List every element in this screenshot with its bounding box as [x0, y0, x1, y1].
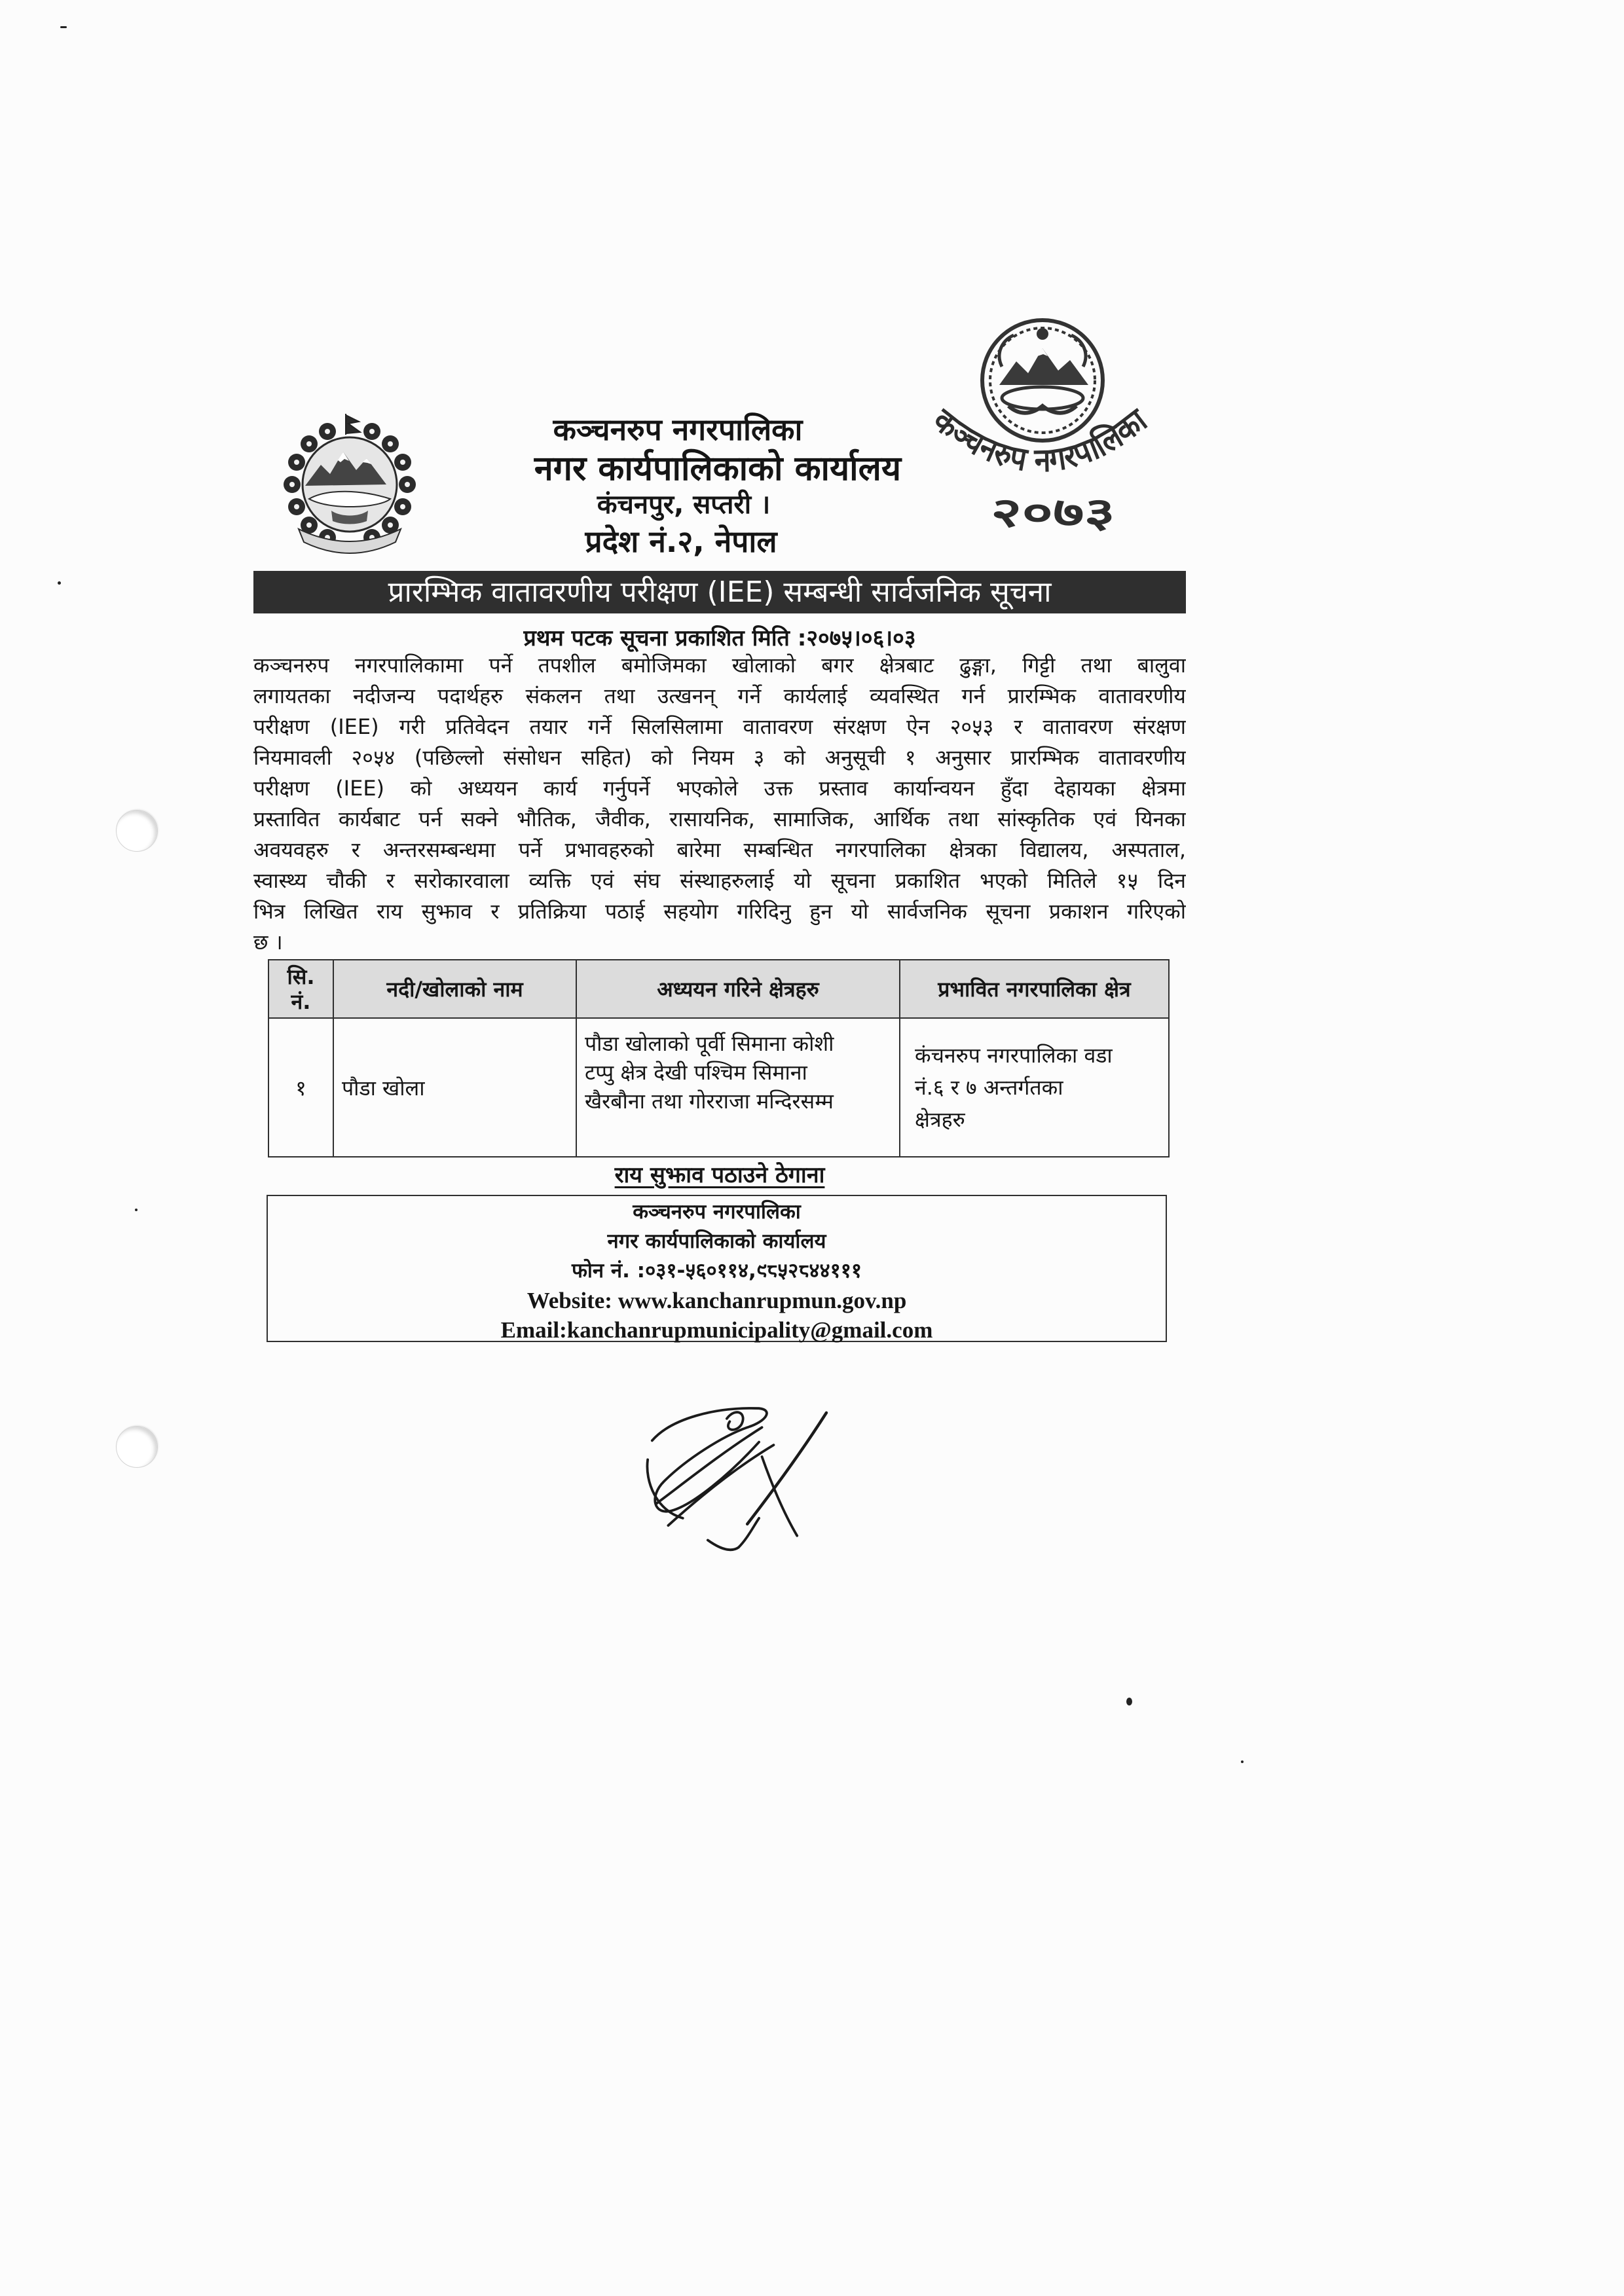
contact-email: Email:kanchanrupmunicipality@gmail.com [500, 1317, 933, 1343]
study-area-line: पौडा खोलाको पूर्वी सिमाना कोशी [585, 1031, 834, 1056]
cell-serial-number [268, 1018, 333, 1157]
notice-title-banner: प्रारम्भिक वातावरणीय परीक्षण (IEE) सम्बन्धी सार्वजनिक सूचना [253, 571, 1186, 613]
cell-study-areas [576, 1018, 900, 1157]
study-area-line: टप्पु क्षेत्र देखी पश्चिम सिमाना [585, 1060, 807, 1085]
river-table [268, 959, 1170, 1157]
table-header-row [268, 960, 1169, 1018]
paragraph-line: प्रस्तावित कार्यबाट पर्न सक्ने भौतिक, जैवीक, रासायनिक, सामाजिक, आर्थिक तथा सांस्कृतिक एवं यिनका [253, 807, 1186, 831]
header-study-areas [576, 960, 900, 1018]
header-serial-number [268, 960, 333, 1018]
paragraph-line: भित्र लिखित राय सुझाव र प्रतिक्रिया पठाई सहयोग गरिदिनु हुन यो सार्वजनिक सूचना प्रकाशन गरिएको [253, 899, 1186, 924]
paragraph-line: कञ्चनरुप नगरपालिकामा पर्ने तपशील बमोजिमका खोलाको बगर क्षेत्रबाट ढुङ्गा, गिट्टी तथा बालुवा [253, 653, 1186, 678]
stamp-text: कञ्चनरुप नगरपालिका [925, 399, 1157, 480]
study-area-line: खैरबौना तथा गोरराजा मन्दिरसम्म [585, 1089, 834, 1114]
affected-area-line: नं.६ र ७ अन्तर्गतका [915, 1074, 1063, 1100]
contact-website: Website: www.kanchanrupmun.gov.np [526, 1288, 907, 1313]
scan-speck [60, 26, 67, 28]
paragraph-line: नियमावली २०५४ (पछिल्लो संसोधन सहित) को नियम ३ को अनुसूची १ अनुसार प्रारम्भिक वातावरणीय [253, 745, 1186, 770]
header-serial-line: नं. [291, 989, 311, 1014]
contact-box [267, 1195, 1167, 1342]
contact-office: नगर कार्यपालिकाको कार्यालय [607, 1230, 826, 1253]
scan-speck [58, 581, 61, 585]
table-row [268, 1018, 1169, 1157]
header-address: कंचनपुर, सप्तरी । [597, 490, 771, 520]
paragraph-line: स्वास्थ्य चौकी र सरोकारवाला व्यक्ति एवं संघ संस्थाहरुलाई यो सूचना प्रकाशित भएको मितिले १५ दिन [253, 868, 1186, 893]
affected-area-line: क्षेत्रहरु [915, 1106, 965, 1132]
header-river-label: नदी/खोलाको नाम [386, 976, 523, 1002]
punch-hole [116, 1426, 158, 1468]
paragraph-line: परीक्षण (IEE) गरी प्रतिवेदन तयार गर्ने सिलसिलामा वातावरण संरक्षण ऐन २०५३ र वातावरण संरक्षण [253, 714, 1186, 739]
scan-speck [135, 1209, 138, 1211]
published-date: प्रथम पटक सूचना प्रकाशित मिति :२०७५।०६।०३ [523, 625, 916, 651]
header-serial-line: सि. [287, 964, 315, 989]
serial-number: १ [295, 1075, 306, 1101]
affected-area-line: कंचनरुप नगरपालिका वडा [915, 1042, 1113, 1068]
contact-phone: फोन नं. :०३१-५६०११४,९८५२८४४१११ [571, 1259, 862, 1283]
header-affected-areas [900, 960, 1169, 1018]
cell-affected-areas [900, 1018, 1169, 1157]
paragraph-line: अवयवहरु र अन्तरसम्बन्धमा पर्ने प्रभावहरुको बारेमा सम्बन्धित नगरपालिका क्षेत्रका विद्यालय, अस्पताल, [253, 837, 1186, 862]
header-province: प्रदेश नं.२, नेपाल [585, 524, 777, 559]
signature [642, 1401, 838, 1562]
stamp-year: २०७३ [991, 488, 1115, 536]
notice-paragraph [253, 650, 1186, 958]
river-name: पौडा खोला [342, 1075, 425, 1101]
paragraph-line: परीक्षण (IEE) को अध्ययन कार्य गर्नुपर्ने भएकोले उक्त प्रस्ताव कार्यान्वयन हुँदा देहायका क्षेत्रमा [253, 776, 1186, 801]
contact-municipality: कञ्चनरुप नगरपालिका [633, 1200, 801, 1224]
municipality-logo-icon [982, 320, 1103, 441]
header-municipality: कञ्चनरुप नगरपालिका [553, 412, 803, 447]
scan-speck [1241, 1760, 1244, 1763]
paragraph-line: लगायतका नदीजन्य पदार्थहरु संकलन तथा उत्खनन् गर्ने कार्यलाई व्यवस्थित गर्न प्रारम्भिक वातावरणीय [253, 683, 1186, 708]
contact-heading-text: राय सुझाव पठाउने ठेगाना [614, 1162, 825, 1188]
cell-river-name [333, 1018, 576, 1157]
punch-hole [116, 810, 158, 852]
header-river-name [333, 960, 576, 1018]
header-office: नगर कार्यपालिकाको कार्यालय [534, 449, 902, 488]
header-affected-label: प्रभावित नगरपालिका क्षेत्र [938, 976, 1131, 1002]
header-study-label: अध्ययन गरिने क्षेत्रहरु [657, 976, 819, 1002]
paragraph-line: छ । [253, 930, 283, 955]
scan-speck [1126, 1698, 1132, 1705]
contact-heading [253, 1159, 1186, 1192]
municipality-stamp [904, 308, 1179, 550]
